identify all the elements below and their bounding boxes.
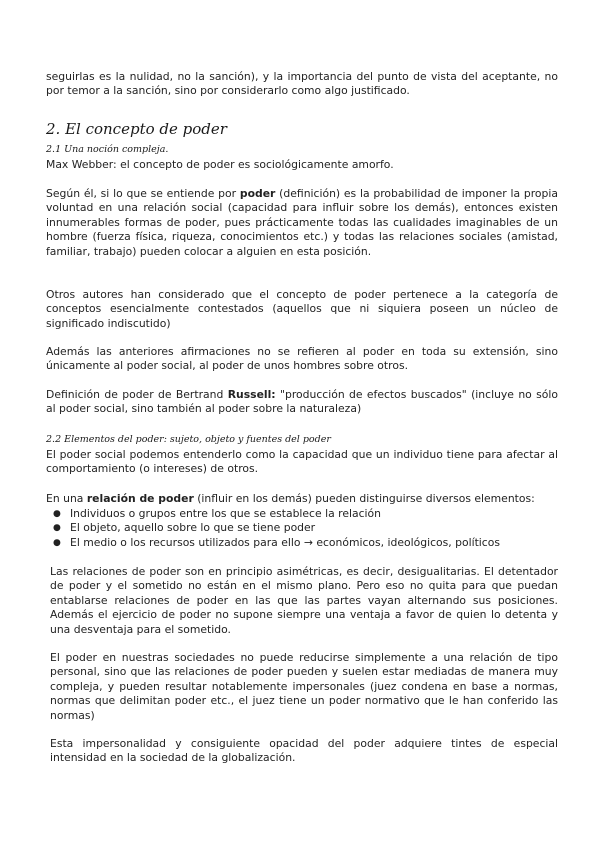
russell-text-a: Definición de poder de Bertrand [46, 388, 228, 401]
section-2-1-heading: 2.1 Una noción compleja. [46, 144, 169, 155]
power-relation-text-b: (influir en los demás) pueden distinguirse diversos elementos: [193, 492, 535, 505]
power-definition-paragraph [46, 187, 558, 259]
power-relation-term: relación de poder [86, 492, 194, 505]
power-term: poder [239, 187, 276, 200]
weber-paragraph: Max Webber: el concepto de poder es sociológicamente amorfo. [46, 158, 394, 171]
globalization-paragraph: Esta impersonalidad y consiguiente opacidad del poder adquiere tintes de especial intensidad en la sociedad de la globalización. [50, 737, 558, 765]
power-relation-text-a: En una [46, 492, 87, 505]
section-2-2-heading: 2.2 Elementos del poder: sujeto, objeto y fuentes del poder [46, 434, 331, 445]
list-item: ● El objeto, aquello sobre lo que se tiene poder [50, 521, 550, 535]
asymmetry-paragraph: Las relaciones de poder son en principio asimétricas, es decir, desigualitarias. El detentador de poder y el sometido no están en el mismo plano. Pero eso no quita para que puedan entablarse relaciones de poder en las que las partes vayan alternando sus posiciones. Además el ejercicio de poder no supone siempre una ventaja a favor de quien lo detenta y una desventaja para el sometido. [50, 565, 558, 636]
list-item: ● El medio o los recursos utilizados para ello → económicos, ideológicos, políticos [50, 536, 550, 550]
russell-text-b: "producción de efectos buscados" (incluye no sólo al poder social, sino también al poder sobre la naturaleza) [46, 388, 558, 416]
list-item: ● Individuos o grupos entre los que se establece la relación [50, 507, 550, 521]
power-relation-paragraph [46, 492, 558, 506]
elements-list [50, 507, 550, 550]
section-2-heading: 2. El concepto de poder [46, 120, 227, 138]
impersonal-power-paragraph: El poder en nuestras sociedades no puede reducirse simplemente a una relación de tipo personal, sino que las relaciones de poder pueden y suelen estar mediadas de manera muy compleja, y pueden resultar notablemente impersonales (juez condena en base a normas, normas que delimitan poder etc., el juez tiene un poder normativo que le han conferido las normas) [50, 651, 558, 722]
russell-paragraph [46, 388, 558, 417]
social-power-definition-paragraph: El poder social podemos entenderlo como la capacidad que un individuo tiene para afectar al comportamiento (o intereses) de otros. [46, 448, 558, 476]
intro-paragraph: seguirlas es la nulidad, no la sanción), y la importancia del punto de vista del aceptante, no por temor a la sanción, sino por considerarlo como algo justificado. [46, 70, 558, 98]
social-power-paragraph: Además las anteriores afirmaciones no se refieren al poder en toda su extensión, sino únicamente al poder social, al poder de unos hombres sobre otros. [46, 345, 558, 373]
power-definition-text-b: (definición) es la probabilidad de imponer la propia voluntad en una relación social (capacidad para influir sobre los demás), entonces existen innumerables formas de poder, pues prácticamente todas las cualidades imaginables de un hombre (fuerza física, riqueza, conocimientos etc.) y todas las relaciones sociales (amistad, familiar, trabajo) pueden colocar a alguien en esta posición. [46, 187, 558, 258]
power-definition-text-a: Según él, si lo que se entiende por [46, 187, 240, 200]
contested-concept-paragraph: Otros autores han considerado que el concepto de poder pertenece a la categoría de conceptos esencialmente contestados (aquellos que ni siquiera poseen un núcleo de significado indiscutido) [46, 288, 558, 330]
russell-name: Russell: [227, 388, 276, 401]
